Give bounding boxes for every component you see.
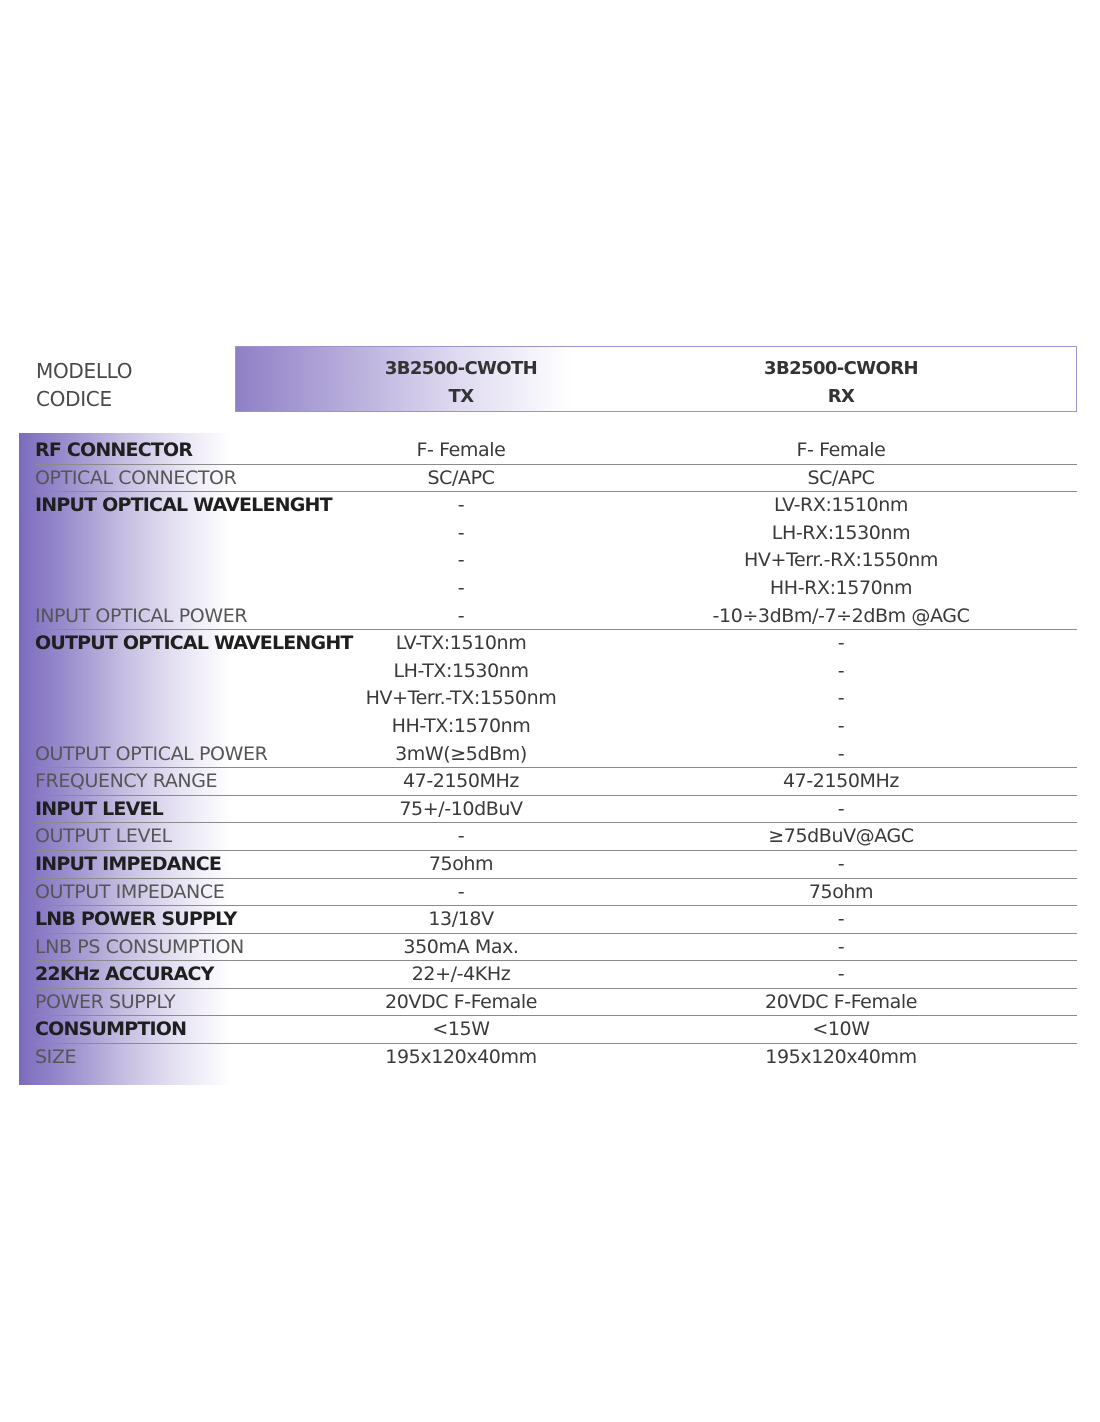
tx-value: -	[457, 494, 465, 517]
model-header-box	[235, 346, 1077, 412]
spec-label: OUTPUT OPTICAL POWER	[35, 742, 268, 765]
spec-label: INPUT OPTICAL WAVELENGHT	[35, 494, 332, 517]
spec-label: OUTPUT LEVEL	[35, 825, 172, 848]
tx-value: 75+/-10dBuV	[399, 797, 523, 820]
rx-value: -	[837, 935, 845, 958]
spec-label: OUTPUT OPTICAL WAVELENGHT	[35, 632, 353, 655]
spec-row	[35, 520, 1077, 548]
rx-value: -	[837, 714, 845, 737]
spec-row	[35, 575, 1077, 603]
spec-label: SIZE	[35, 1046, 77, 1069]
tx-value: -	[457, 880, 465, 903]
tx-value: -	[457, 521, 465, 544]
spec-row	[35, 465, 1077, 493]
rx-value: F- Female	[796, 439, 886, 461]
tx-value: 75ohm	[428, 852, 494, 875]
rx-value: -10÷3dBm/-7÷2dBm @AGC	[712, 604, 970, 627]
rx-value: SC/APC	[807, 466, 875, 489]
spec-row	[35, 547, 1077, 575]
spec-label: FREQUENCY RANGE	[35, 770, 218, 793]
tx-value: <15W	[432, 1018, 490, 1041]
spec-row	[35, 768, 1077, 796]
tx-value: 3mW(≥5dBm)	[395, 742, 527, 765]
rx-value: ≥75dBuV@AGC	[768, 825, 914, 848]
rx-value: HV+Terr.-RX:1550nm	[743, 549, 939, 572]
tx-value: 13/18V	[428, 908, 494, 931]
spec-row	[35, 741, 1077, 769]
spec-label: LNB PS CONSUMPTION	[35, 935, 244, 958]
codice-label: CODICE	[36, 387, 112, 411]
tx-value: SC/APC	[427, 466, 495, 489]
rx-value: 20VDC F-Female	[765, 990, 917, 1013]
header-labels	[36, 357, 132, 413]
spec-label: INPUT IMPEDANCE	[35, 852, 222, 875]
tx-code: TX	[448, 386, 474, 407]
rx-value: 195x120x40mm	[765, 1046, 917, 1069]
spec-row	[35, 658, 1077, 686]
spec-row	[35, 1016, 1077, 1044]
tx-value: LV-TX:1510nm	[395, 632, 527, 655]
rx-value: -	[837, 742, 845, 765]
tx-value: HV+Terr.-TX:1550nm	[365, 687, 557, 710]
tx-value: -	[457, 825, 465, 848]
spec-label: INPUT LEVEL	[35, 797, 163, 820]
spec-label: POWER SUPPLY	[35, 990, 176, 1013]
spec-label: 22KHz ACCURACY	[35, 963, 214, 986]
spec-label: LNB POWER SUPPLY	[35, 908, 237, 931]
tx-value: -	[457, 604, 465, 627]
tx-value: -	[457, 549, 465, 572]
spec-row	[35, 603, 1077, 631]
tx-value: 350mA Max.	[403, 935, 519, 958]
spec-row	[35, 713, 1077, 741]
rx-code: RX	[827, 386, 855, 407]
tx-value: HH-TX:1570nm	[391, 714, 531, 737]
spec-row	[35, 989, 1077, 1017]
spec-row	[35, 796, 1077, 824]
tx-value: F- Female	[416, 439, 506, 461]
rx-value: <10W	[812, 1018, 870, 1041]
rx-value: -	[837, 908, 845, 931]
tx-value: 195x120x40mm	[385, 1046, 537, 1069]
tx-model-name: 3B2500-CWOTH	[384, 358, 538, 379]
rx-model-name: 3B2500-CWORH	[764, 358, 918, 379]
spec-label: INPUT OPTICAL POWER	[35, 604, 248, 627]
spec-row	[35, 906, 1077, 934]
tx-value: -	[457, 576, 465, 599]
spec-label: RF CONNECTOR	[35, 439, 193, 461]
rx-value: HH-RX:1570nm	[769, 576, 913, 599]
rx-value: -	[837, 632, 845, 655]
modello-label: MODELLO	[36, 359, 133, 383]
rx-value: -	[837, 659, 845, 682]
tx-value: LH-TX:1530nm	[393, 659, 529, 682]
spec-label: OPTICAL CONNECTOR	[35, 466, 237, 489]
spec-row	[35, 879, 1077, 907]
tx-model-column	[271, 355, 651, 411]
rx-value: -	[837, 852, 845, 875]
rx-value: 75ohm	[808, 880, 874, 903]
spec-row	[35, 961, 1077, 989]
spec-row	[35, 492, 1077, 520]
spec-label: OUTPUT IMPEDANCE	[35, 880, 225, 903]
spec-row	[35, 1044, 1077, 1072]
spec-row	[35, 851, 1077, 879]
spec-row	[35, 934, 1077, 962]
tx-value: 22+/-4KHz	[411, 963, 511, 986]
spec-row	[35, 823, 1077, 851]
spec-label: CONSUMPTION	[35, 1018, 187, 1041]
rx-value: -	[837, 797, 845, 820]
rx-model-column	[651, 355, 1031, 411]
spec-row	[35, 630, 1077, 658]
rx-value: LV-RX:1510nm	[774, 494, 908, 517]
spec-table	[35, 437, 1077, 1072]
rx-value: -	[837, 687, 845, 710]
tx-value: 47-2150MHz	[402, 770, 520, 793]
rx-value: -	[837, 963, 845, 986]
tx-value: 20VDC F-Female	[385, 990, 537, 1013]
spec-row	[35, 437, 1077, 465]
rx-value: 47-2150MHz	[782, 770, 900, 793]
rx-value: LH-RX:1530nm	[771, 521, 911, 544]
spec-row	[35, 685, 1077, 713]
